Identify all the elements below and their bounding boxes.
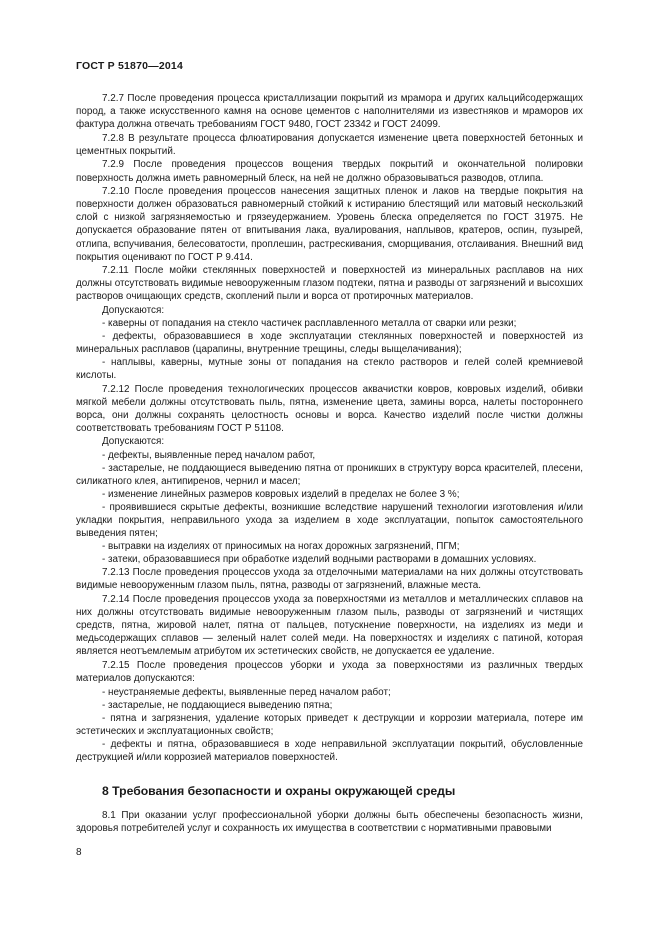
clause-8-1: 8.1 При оказании услуг профессиональной уборки должны быть обеспечены безопасность жизни, здоровья потребителей услуг и сохранность их имущества в соответствии с нормативными правовыми [76,810,583,835]
list-item: - каверны от попадания на стекло частичек расплавленного металла от сварки или резки; [102,318,517,330]
list-item: - дефекты, выявленные перед началом работ, [102,449,316,461]
page-number: 8 [76,847,82,858]
list-item: - проявившиеся скрытые дефекты, возникшие вследствие нарушений технологии изготовления и/или укладки покрытия, неправильного ухода за изделием в ходе эксплуатации, попыток самостоятельного выведения пятен; [76,501,583,540]
clause-7-2-15: 7.2.15 После проведения процессов уборки и ухода за поверхностями из различных твердых материалов допускаются: [76,660,583,685]
list-item: - наплывы, каверны, мутные зоны от попадания на стекло растворов и гелей солей кремниевой кислоты. [76,357,583,382]
clause-7-2-14: 7.2.14 После проведения процессов ухода за поверхностями из металлов и металлических сплавов на них должны отсутствовать видимые невооруженным глазом пыль, разводы от загрязнений и чистящих средств, пятна, жировой налет, пятна от пальцев, потускнение поверхности, на изделиях из меди и медьсодержащих сплавов — зеленый налет солей меди. На поверхностях и изделиях с патиной, которая является неотъемлемым атрибутом их эстетических свойств, не допускается ее удаление. [76,594,583,658]
list-item: - неустраняемые дефекты, выявленные перед началом работ; [102,686,391,698]
list-item: - изменение линейных размеров ковровых изделий в пределах не более 3 %; [102,488,460,500]
list-item: - затеки, образовавшиеся при обработке изделий водными растворами в домашних условиях. [102,554,537,566]
document-body [76,92,583,836]
clause-7-2-11: 7.2.11 После мойки стеклянных поверхностей и поверхностей из минеральных расплавов на них должны отсутствовать видимые невооруженным глазом подтеки, пятна и разводы от загрязнений и высохших растворов очищающих средств, скоплений пыли и ворса от протирочных материалов. [76,265,583,303]
list-item: - дефекты и пятна, образовавшиеся в ходе неправильной эксплуатации покрытий, обусловленные деструкцией и/или коррозией материалов поверхностей. [76,739,583,764]
list-item: - застарелые, не поддающиеся выведению пятна от проникших в структуру ворса красителей, плесени, силикатного клея, антипиренов, чернил и масел; [76,462,583,487]
clause-7-2-8: 7.2.8 В результате процесса флюатирования допускается изменение цвета поверхностей бетонных и цементных покрытий. [76,132,583,157]
clause-7-2-12: 7.2.12 После проведения технологических процессов аквачистки ковров, ковровых изделий, обивки мягкой мебели должны отсутствовать пыль, пятна, изменение цвета, замины ворса, налеты постороннего ворса, они должны сохранять целостность основы и ворса. Качество изделий после чистки должны соответствовать требованиям ГОСТ Р 51108. [76,383,583,434]
allowed-heading: Допускаются: [102,305,165,316]
list-item: - дефекты, образовавшиеся в ходе эксплуатации стеклянных поверхностей и поверхностей из минеральных расплавов (царапины, внутренние трещины, следы выщелачивания); [76,331,583,356]
allowed-heading: Допускаются: [102,436,165,448]
clause-7-2-10: 7.2.10 После проведения процессов нанесения защитных пленок и лаков на твердые покрытия на поверхности должен образоваться равномерный стойкий к истиранию блестящий или матовый нескользкий слой с низкой загрязняемостью и грязеудержанием. Уровень блеска определяется по ГОСТ 31975. Не допускается образование пятен от впитывания лака, вуалирования, наплывов, кратеров, оспин, пузырей, отлипа, вспучивания, белесоватости, проплешин, растрескивания, сморщивания, отслаивания. Внешний вид покрытия оценивают по ГОСТ Р 9.414. [76,186,583,263]
document-code-header: ГОСТ Р 51870—2014 [76,60,184,72]
list-item: - пятна и загрязнения, удаление которых приведет к деструкции и коррозии материала, потере им эстетических и эксплуатационных свойств; [76,712,583,737]
clause-7-2-7: 7.2.7 После проведения процесса кристаллизации покрытий из мрамора и других кальцийсодержащих пород, а также искусственного камня на основе цементов с наполнителями из известняков и мраморов их фактура должна отвечать требованиям ГОСТ 9480, ГОСТ 23342 и ГОСТ 24099. [76,93,583,131]
list-item: - вытравки на изделиях от приносимых на ногах дорожных загрязнений, ПГМ; [102,541,460,553]
clause-7-2-9: 7.2.9 После проведения процессов вощения твердых покрытий и окончательной полировки поверхность должна иметь равномерный блеск, на ней не должно образовываться разводов, отлипа. [76,159,583,184]
section-8-title: 8 Требования безопасности и охраны окружающей среды [102,784,456,799]
clause-7-2-13: 7.2.13 После проведения процессов ухода за отделочными материалами на них должны отсутствовать видимые невооруженным глазом пыль, пятна, разводы от загрязнений, влажные места. [76,567,583,592]
list-item: - застарелые, не поддающиеся выведению пятна; [102,699,333,711]
